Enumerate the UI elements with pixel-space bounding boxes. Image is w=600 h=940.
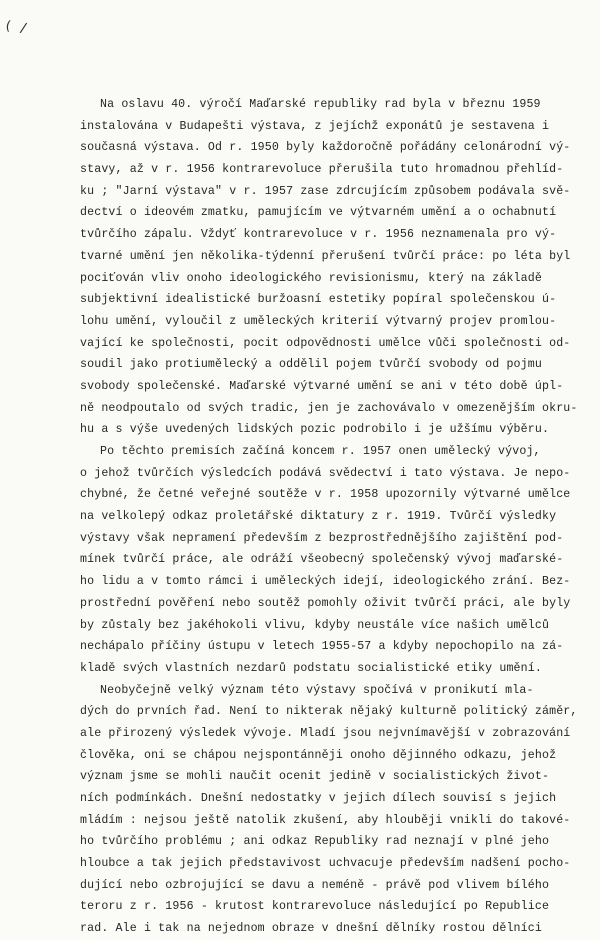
text-line: ale přirozený výsledek vývoje. Mladí jsou nejvnímavější v zobrazování bbox=[80, 726, 571, 740]
text-line: dující nebo ozbrojující se davu a neméně - právě pod vlivem bílého bbox=[80, 878, 550, 892]
text-line: dých do prvních řad. Není to nikterak nějaký kulturně politický záměr, bbox=[80, 705, 578, 719]
text-line: ho lidu a v tomto rámci i uměleckých idejí, ideologického zrání. Bez- bbox=[80, 575, 571, 589]
text-line: hloubce a tak jejich představivost uchvacuje především nadšení pocho- bbox=[80, 857, 571, 871]
text-line: soudil jako protiumělecký a oddělil pojem tvůrčí svobody od pojmu bbox=[80, 358, 542, 372]
text-line: výstavy však nepramení především z bezprostřednějšího zajištění pod- bbox=[80, 531, 564, 545]
text-line: význam jsme se mohli naučit ocenit jedině v socialistických život- bbox=[80, 770, 550, 784]
text-line: vající ke společnosti, pocit odpovědnosti umělce vůči společnosti od- bbox=[80, 336, 571, 350]
text-line: ku ; "Jarní výstava" v r. 1957 zase zdrcujícím způsobem podávala svě- bbox=[80, 184, 571, 198]
text-line: nechápalo příčiny ústupu v letech 1955-57 a kdyby nepochopilo na zá- bbox=[80, 640, 564, 654]
text-line: tvarné umění jen několika-týdenní přerušení tvůrčí práce: po léta byl bbox=[80, 249, 571, 263]
text-line: pociťován vliv onoho ideologického revisionismu, který na základě bbox=[80, 271, 542, 285]
text-line: ho tvůrčího problému ; ani odkaz Republiky rad neznají v plné jeho bbox=[80, 835, 550, 849]
text-line: tvůrčího zápalu. Vždyť kontrarevoluce v r. 1956 neznamenala pro vý- bbox=[80, 228, 557, 242]
body-text bbox=[80, 94, 585, 940]
text-line: ně neodpoutalo od svých tradic, jen je zachovávalo v omezenějším okru- bbox=[80, 401, 578, 415]
text-line: mínek tvůrčí práce, ale odráží všeobecný společenský vývoj maďarské- bbox=[80, 553, 564, 567]
text-line: Po těchto premisích začíná koncem r. 1957 onen umělecký vývoj, bbox=[100, 445, 541, 458]
text-line: mládím : nejsou ještě natolik zkušení, aby hlouběji vnikli do takové- bbox=[80, 813, 571, 827]
text-line: hu a s výše uvedených lidských pozic podrobilo i je užšímu výběru. bbox=[80, 423, 550, 437]
text-line: instalována v Budapešti výstava, z jejíchž exponátů je sestavena i bbox=[80, 119, 550, 133]
text-line: ních podmínkách. Dnešní nedostatky v jejich dílech souvisí s jejich bbox=[80, 792, 557, 805]
text-line: Neobyčejně velký význam této výstavy spočívá v pronikutí mla- bbox=[100, 683, 534, 697]
text-line: chybné, že četné veřejné soutěže v r. 1958 upozornily výtvarné umělce bbox=[80, 488, 571, 502]
text-line: subjektivní idealistické buržoasní estetiky popíral společenskou ú- bbox=[80, 293, 557, 307]
text-line: kladě svých vlastních nezdarů podstatu socialistické etiky umění. bbox=[80, 661, 542, 675]
text-line: svobody společenské. Maďarské výtvarné umění se ani v této době úpl- bbox=[80, 379, 564, 393]
text-line: teroru z r. 1956 - krutost kontrarevoluce následující po Republice bbox=[80, 900, 550, 914]
text-line: dectví o ideovém zmatku, pamujícím ve výtvarném umění a o ochabnutí bbox=[80, 206, 557, 220]
handwritten-corner-mark: ( / bbox=[3, 18, 29, 37]
text-line: člověka, oni se chápou nejspontánněji onoho dějinného odkazu, jehož bbox=[80, 748, 557, 762]
text-line: současná výstava. Od r. 1950 byly každoročně pořádány celonárodní vý- bbox=[80, 141, 571, 155]
text-line: prostřední pověření nebo soutěž pomohly oživit tvůrčí práci, ale byly bbox=[80, 596, 571, 610]
text-line: by zůstaly bez jakéhokoli vlivu, kdyby neustále více našich umělců bbox=[80, 618, 550, 632]
text-line: stavy, až v r. 1956 kontrarevoluce přerušila tuto hromadnou přehlíd- bbox=[80, 163, 564, 177]
text-line: Na oslavu 40. výročí Maďarské republiky rad byla v březnu 1959 bbox=[100, 98, 541, 111]
text-line: rad. Ale i tak na nejednom obraze v dnešní dělníky rostou dělníci bbox=[80, 922, 542, 936]
text-line: na velkolepý odkaz proletářské diktatury z r. 1919. Tvůrčí výsledky bbox=[80, 510, 557, 524]
text-line: o jehož tvůrčích výsledcích podává svědectví i tato výstava. Je nepo- bbox=[80, 466, 571, 480]
text-line: lohu umění, vyloučil z uměleckých kriterií výtvarný projev promlou- bbox=[80, 314, 557, 328]
